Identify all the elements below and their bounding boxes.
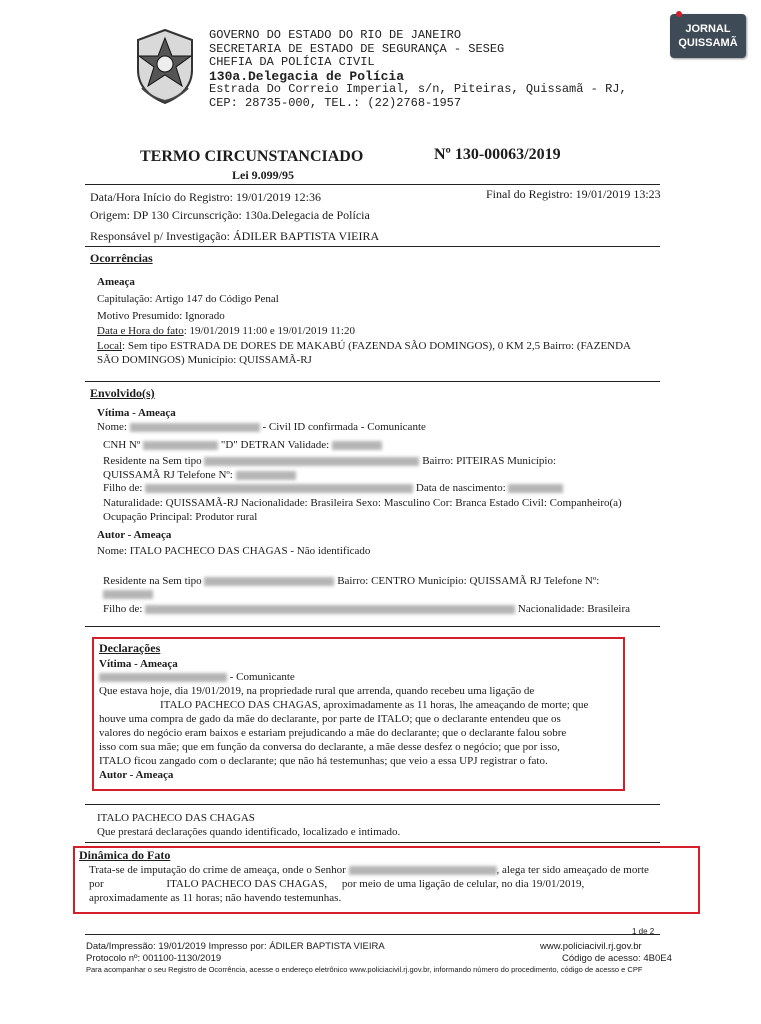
header-line-chefia: CHEFIA DA POLÍCIA CIVIL <box>209 55 375 69</box>
vitima-nome: Nome: - Civil ID confirmada - Comunicante <box>97 421 426 433</box>
redacted-validade <box>332 441 382 450</box>
ocorrencia-data-value: : 19/01/2019 11:00 e 19/01/2019 11:20 <box>183 325 355 337</box>
header-block <box>209 29 627 110</box>
declaracao-line-4: valores do negócio eram baixos e estariam prejudicando a mãe do declarante; que o declarante falou sobre <box>99 727 567 739</box>
document-title: TERMO CIRCUNSTANCIADO <box>140 148 364 165</box>
document-number: Nº 130-00063/2019 <box>434 146 561 163</box>
document-law: Lei 9.099/95 <box>232 168 294 182</box>
redacted-telefone <box>236 471 296 480</box>
redacted-filiacao-autor <box>145 605 515 614</box>
vitima-filiacao: Filho de: Data de nascimento: <box>103 481 563 496</box>
jornal-quissama-logo <box>670 14 746 58</box>
redacted-telefone-autor <box>103 590 153 599</box>
autor-nome: Nome: ITALO PACHECO DAS CHAGAS - Não identificado <box>97 545 371 557</box>
vitima-municipio-telefone: QUISSAMÃ RJ Telefone Nº: <box>103 468 296 483</box>
header-line-governo: GOVERNO DO ESTADO DO RIO DE JANEIRO <box>209 28 462 42</box>
declaracao-line-5: isso com sua mãe; que em função da conversa do declarante, a mãe desse desfez o negócio; que por isso, <box>99 741 560 753</box>
ocorrencia-data <box>97 324 355 339</box>
declaracoes-autor-heading: Autor - Ameaça <box>99 769 174 781</box>
autor-box-texto: Que prestará declarações quando identificado, localizado e intimado. <box>97 826 401 838</box>
dinamica-line-3: aproximadamente as 11 horas; não havendo testemunhas. <box>89 892 342 904</box>
autor-filiacao: Filho de: Nacionalidade: Brasileira <box>103 603 631 615</box>
vitima-heading: Vítima - Ameaça <box>97 407 176 419</box>
declaracao-line-6: ITALO ficou zangado com o declarante; que não há testemunhas; que veio a essa UPJ registrar o fato. <box>99 755 548 767</box>
header-line-secretaria: SECRETARIA DE ESTADO DE SEGURANÇA - SESEG <box>209 41 505 56</box>
declaracoes-vitima-heading: Vítima - Ameaça <box>99 658 178 670</box>
ocorrencia-local <box>97 339 677 354</box>
dinamica-line-2: por ITALO PACHECO DAS CHAGAS, por meio de uma ligação de celular, no dia 19/01/2019, <box>89 878 585 890</box>
redacted-name-declarante <box>99 673 227 682</box>
ocorrencia-data-label: Data e Hora do fato <box>97 325 184 337</box>
redacted-endereco <box>204 457 419 466</box>
police-emblem <box>132 26 198 106</box>
header-line-cep: CEP: 28735-000, TEL.: (22)2768-1957 <box>209 95 462 110</box>
declaracao-line-3: houve uma compra de gado da mãe do declarante, por parte de ITALO; que o declarante entendeu que os <box>99 713 561 725</box>
registro-responsavel: Responsável p/ Investigação: ÁDILER BAPTISTA VIEIRA <box>90 229 380 243</box>
redacted-filiacao <box>145 484 413 493</box>
registro-origem: Origem: DP 130 Circunscrição: 130a.Delegacia de Polícia <box>90 208 370 222</box>
vitima-naturalidade: Naturalidade: QUISSAMÃ-RJ Nacionalidade: Brasileira Sexo: Masculino Cor: Branca Estado Civil: Companheiro(a) <box>103 497 622 509</box>
ocorrencia-local-cont: SÃO DOMINGOS) Município: QUISSAMÃ-RJ <box>97 354 312 366</box>
footer-protocolo: Protocolo nº: 001100-1130/2019 <box>86 953 222 964</box>
header-line-endereco: Estrada Do Correio Imperial, s/n, Piteiras, Quissamã - RJ, <box>209 82 627 96</box>
vitima-ocupacao: Ocupação Principal: Produtor rural <box>103 511 258 523</box>
ocorrencia-motivo: Motivo Presumido: Ignorado <box>97 310 225 322</box>
ocorrencia-local-value: : Sem tipo ESTRADA DE DORES DE MAKABÚ (FAZENDA SÃO DOMINGOS), 0 KM 2,5 Bairro: (FAZENDA <box>122 340 632 352</box>
ocorrencia-capitulacao: Capitulação: Artigo 147 do Código Penal <box>97 293 279 305</box>
declaracao-line-2: ITALO PACHECO DAS CHAGAS, aproximadamente as 11 horas, lhe ameaçando de morte; que <box>160 699 589 711</box>
redacted-name-senhor <box>349 866 497 875</box>
footer-impressao: Data/Impressão: 19/01/2019 Impresso por: ÁDILER BAPTISTA VIEIRA <box>86 941 385 952</box>
redacted-cnh <box>143 441 218 450</box>
autor-box-nome: ITALO PACHECO DAS CHAGAS <box>97 812 255 824</box>
declaracoes-heading: Declarações <box>99 641 161 655</box>
envolvidos-heading: Envolvido(s) <box>90 386 155 400</box>
ocorrencias-heading: Ocorrências <box>90 251 153 265</box>
vitima-residente: Residente na Sem tipo Bairro: PITEIRAS Município: <box>103 455 557 467</box>
badge-line-quissama: QUISSAMÃ <box>678 37 738 49</box>
ocorrencia-tipo: Ameaça <box>97 276 135 288</box>
ocorrencia-local-label: Local <box>97 340 123 352</box>
footer-page: 1 de 2 <box>632 927 655 936</box>
registro-inicio: Data/Hora Início do Registro: 19/01/2019 12:36 <box>90 190 321 204</box>
registro-final: Final do Registro: 19/01/2019 13:23 <box>486 187 661 201</box>
badge-line-jornal: JORNAL <box>685 23 731 35</box>
header-line-delegacia: 130a.Delegacia de Polícia <box>209 68 405 84</box>
pin-icon <box>676 11 682 17</box>
footer-codigo: Código de acesso: 4B0E4 <box>562 953 672 964</box>
footer-aviso: Para acompanhar o seu Registro de Ocorrência, acesse o endereço eletrônico www.policiacivil.rj.gov.br, informando número do procedimento, código de acesso e CPF <box>86 965 643 974</box>
redacted-name <box>130 423 260 432</box>
autor-heading: Autor - Ameaça <box>97 529 172 541</box>
declaracoes-vitima-nome: - Comunicante <box>99 670 295 685</box>
redacted-nascimento <box>508 484 563 493</box>
dinamica-heading: Dinâmica do Fato <box>79 848 171 862</box>
autor-residente: Residente na Sem tipo Bairro: CENTRO Município: QUISSAMÃ RJ Telefone Nº: <box>103 575 600 587</box>
redacted-endereco-autor <box>204 577 334 586</box>
vitima-cnh: CNH Nº "D" DETRAN Validade: <box>103 438 382 453</box>
footer-site: www.policiacivil.rj.gov.br <box>540 941 642 952</box>
dinamica-line-1: Trata-se de imputação do crime de ameaça, onde o Senhor , alega ter sido ameaçado de morte <box>89 864 649 876</box>
declaracao-line-1: Que estava hoje, dia 19/01/2019, na propriedade rural que arrenda, quando recebeu uma ligação de <box>99 685 535 697</box>
